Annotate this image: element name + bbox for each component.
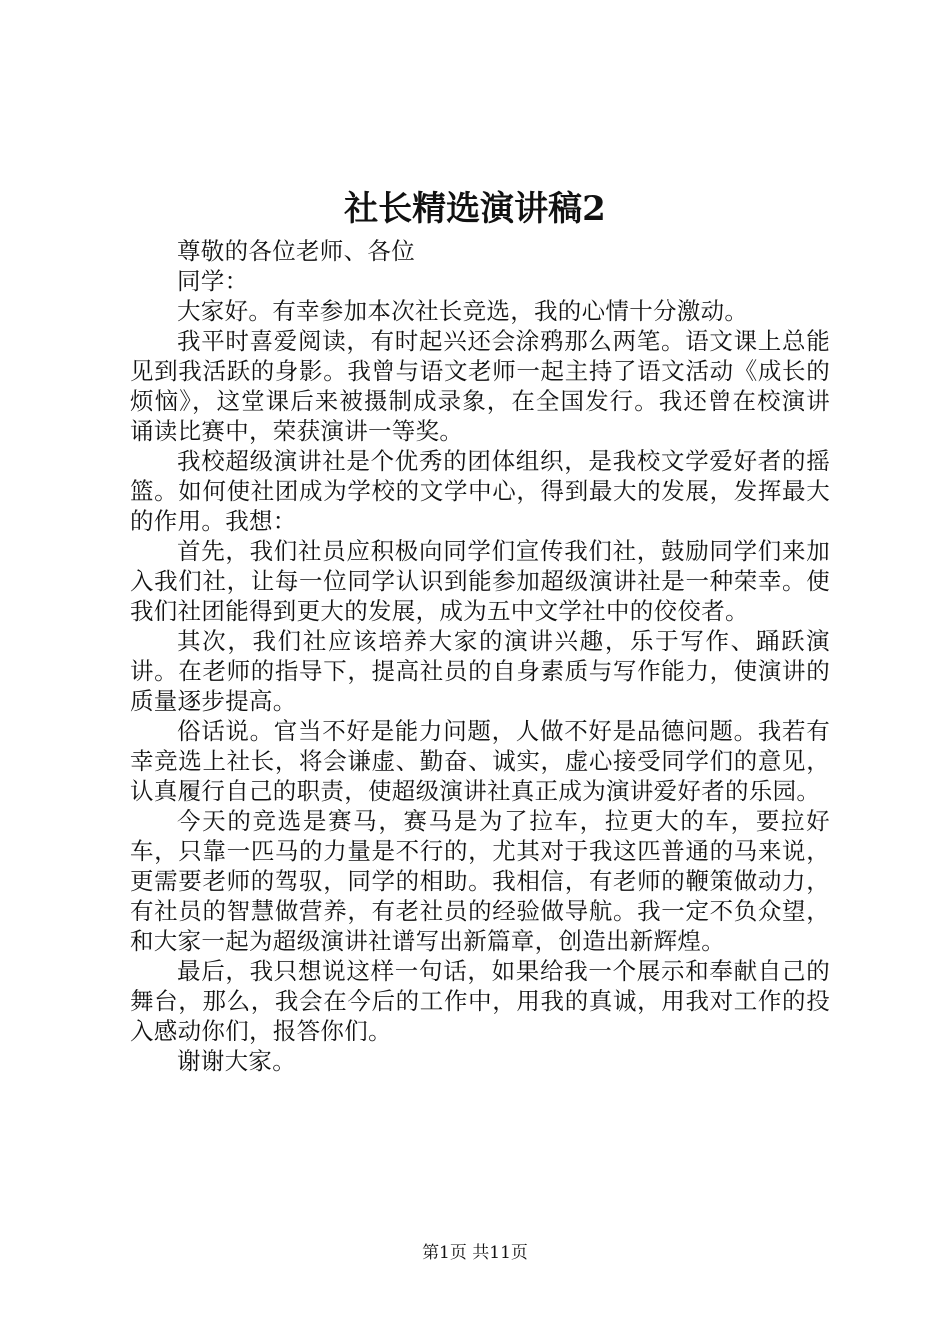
paragraph-proverb: 俗话说。官当不好是能力问题，人做不好是品德问题。我若有幸竞选上社长，将会谦虚、勤奋、诚实，虚心接受同学们的意见，认真履行自己的职责，使超级演讲社真正成为演讲爱好者的乐园。 xyxy=(130,717,830,805)
paragraph-horse-race: 今天的竞选是赛马，赛马是为了拉车，拉更大的车，要拉好车，只靠一匹马的力量是不行的，尤其对于我这匹普通的马来说，更需要老师的驾驭，同学的相助。我相信，有老师的鞭策做动力，有社员的智慧做营养，有老社员的经验做导航。我一定不负众望，和大家一起为超级演讲社谱写出新篇章，创造出新辉煌。 xyxy=(130,807,830,955)
greeting-line-2: 同学： xyxy=(177,267,249,295)
page-title: 社长精选演讲稿2 xyxy=(344,189,606,229)
paragraph-thanks: 谢谢大家。 xyxy=(177,1047,296,1075)
greeting-line-1: 尊敬的各位老师、各位 xyxy=(177,237,415,265)
paragraph-opening: 大家好。有幸参加本次社长竞选，我的心情十分激动。 xyxy=(177,297,749,325)
document-body xyxy=(130,236,830,1076)
page-total: 共11页 xyxy=(472,1243,528,1263)
paragraph-second-point: 其次，我们社应该培养大家的演讲兴趣，乐于写作、踊跃演讲。在老师的指导下，提高社员的自身素质与写作能力，使演讲的质量逐步提高。 xyxy=(130,627,830,715)
page-footer xyxy=(0,1241,950,1265)
paragraph-background: 我平时喜爱阅读，有时起兴还会涂鸦那么两笔。语文课上总能见到我活跃的身影。我曾与语文老师一起主持了语文活动《成长的烦恼》，这堂课后来被摄制成录象，在全国发行。我还曾在校演讲诵读比赛中，荣获演讲一等奖。 xyxy=(130,327,830,445)
paragraph-first-point: 首先，我们社员应积极向同学们宣传我们社，鼓励同学们来加入我们社，让每一位同学认识到能参加超级演讲社是一种荣幸。使我们社团能得到更大的发展，成为五中文学社中的佼佼者。 xyxy=(130,537,830,625)
paragraph-club-intro: 我校超级演讲社是个优秀的团体组织，是我校文学爱好者的摇篮。如何使社团成为学校的文学中心，得到最大的发展，发挥最大的作用。我想： xyxy=(130,447,830,535)
page-number: 第1页 xyxy=(422,1243,467,1263)
paragraph-closing: 最后，我只想说这样一句话，如果给我一个展示和奉献自己的舞台，那么，我会在今后的工作中，用我的真诚，用我对工作的投入感动你们，报答你们。 xyxy=(130,957,830,1045)
